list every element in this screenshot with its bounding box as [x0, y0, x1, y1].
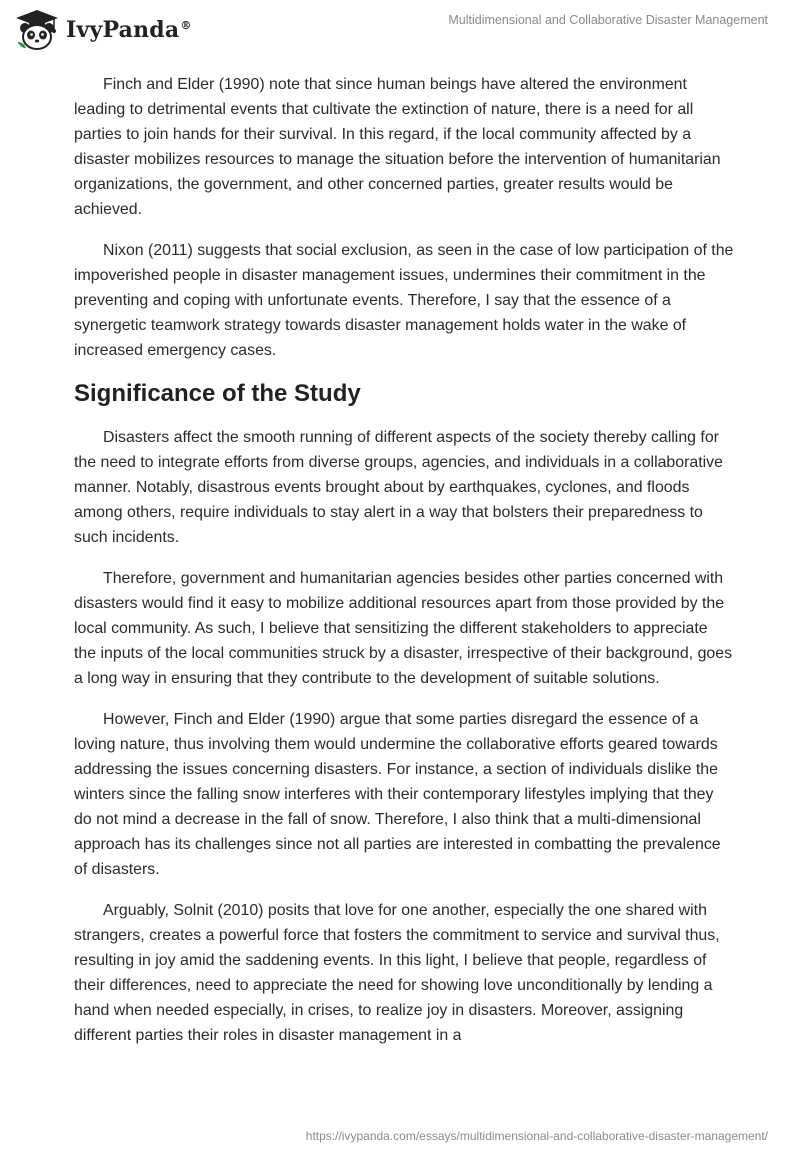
page-header	[0, 0, 800, 60]
ivypanda-logo[interactable]	[14, 8, 192, 52]
paragraph: However, Finch and Elder (1990) argue that some parties disregard the essence of a loving nature, thus involving them would undermine the collaborative efforts geared towards addressing the issues concerning disasters. For instance, a section of individuals dislike the winters since the falling snow interferes with their contemporary lifestyles implying that they do not mind a decrease in the fall of snow. Therefore, I also think that a multi-dimensional approach has its challenges since not all parties are interested in combatting the prevalence of disasters.	[74, 711, 721, 878]
paragraph: Arguably, Solnit (2010) posits that love for one another, especially the one shared with strangers, creates a powerful force that fosters the commitment to service and survival thus, resulting in joy amid the saddening events. In this light, I believe that people, regardless of their differences, need to appreciate the need for showing love unconditionally by lending a hand when needed especially, in crises, to realize joy in disasters. Moreover, assigning different parties their roles in disaster management in a	[74, 902, 720, 1044]
section-heading: Significance of the Study	[74, 380, 361, 407]
panda-graduate-icon	[14, 8, 60, 52]
paragraph: Finch and Elder (1990) note that since human beings have altered the environment leading to detrimental events that cultivate the extinction of nature, there is a need for all parties to join hands for their survival. In this regard, if the local community affected by a disaster mobilizes resources to manage the situation before the intervention of humanitarian organizations, the government, and other concerned parties, greater results would be achieved.	[74, 76, 721, 218]
document-title: Multidimensional and Collaborative Disaster Management	[448, 13, 768, 27]
paragraph: Therefore, government and humanitarian agencies besides other parties concerned with disasters would find it easy to mobilize additional resources apart from those provided by the local community. As such, I believe that sensitizing the different stakeholders to appreciate the inputs of the local communities struck by a disaster, irrespective of their background, goes a long way in ensuring that they contribute to the development of suitable solutions.	[74, 570, 733, 687]
essay-body	[74, 72, 734, 1064]
paragraph: Disasters affect the smooth running of different aspects of the society thereby calling for the need to integrate efforts from diverse groups, agencies, and individuals in a collaborative manner. Notably, disastrous events brought about by earthquakes, cyclones, and floods among others, require individuals to stay alert in a way that bolsters their preparedness to such incidents.	[74, 429, 723, 546]
paragraph: Nixon (2011) suggests that social exclusion, as seen in the case of low participation of the impoverished people in disaster management issues, undermines their commitment in the preventing and coping with unfortunate events. Therefore, I say that the essence of a synergetic teamwork strategy towards disaster management holds water in the wake of increased emergency cases.	[74, 242, 734, 359]
brand-name: IvyPanda®	[66, 17, 192, 43]
source-url[interactable]: https://ivypanda.com/essays/multidimensional-and-collaborative-disaster-management/	[305, 1129, 768, 1143]
